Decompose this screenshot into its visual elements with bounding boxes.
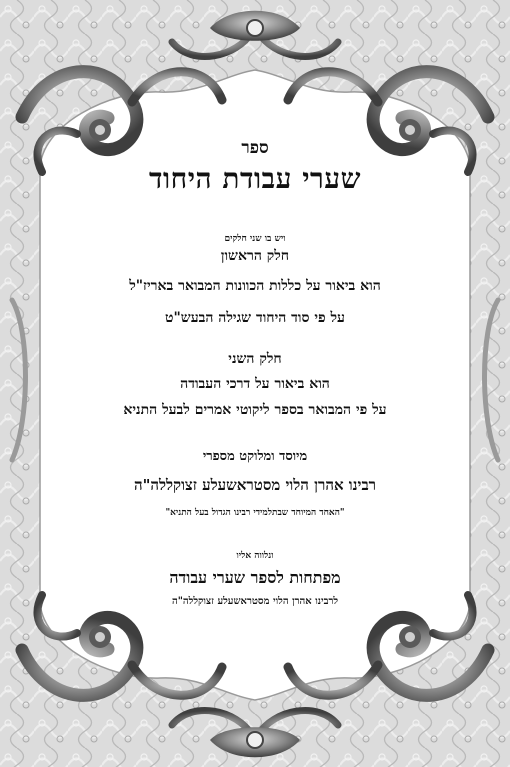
intro-line: ויש בו שני חלקים bbox=[224, 234, 286, 244]
part2-line1: הוא ביאור על דרכי העבודה bbox=[180, 376, 330, 392]
part1-line1: הוא ביאור על כללות הכוונות המבואר באריז"ל bbox=[129, 278, 381, 294]
part2-line2: על פי המבואר בספר ליקוטי אמרים לבעל התניא bbox=[123, 402, 387, 418]
author-note: "האחד המיוחד שבתלמידי רבינו הגדול בעל התניא" bbox=[165, 508, 345, 518]
part1-line2: על פי סוד היחוד שגילה הבעש"ט bbox=[165, 310, 345, 326]
author-line: רבינו אהרן הלוי מסטראשעלע זצוקללה"ה bbox=[133, 476, 377, 494]
part2-heading: חלק השני bbox=[228, 351, 282, 367]
appendix-intro: ונלווה אליו bbox=[236, 551, 274, 561]
appendix-title: מפתחות לספר שערי עבודה bbox=[169, 568, 341, 587]
source-heading: מיוסד ומלוקט מספרי bbox=[202, 449, 308, 464]
part1-heading: חלק הראשון bbox=[220, 248, 290, 264]
title-page-panel bbox=[60, 88, 450, 678]
appendix-author: לרבינו אהרן הלוי מסטראשעלע זצוקללה"ה bbox=[171, 596, 339, 607]
book-title: שערי עבודת היחוד bbox=[149, 162, 361, 195]
sefer-label: ספר bbox=[241, 138, 269, 158]
